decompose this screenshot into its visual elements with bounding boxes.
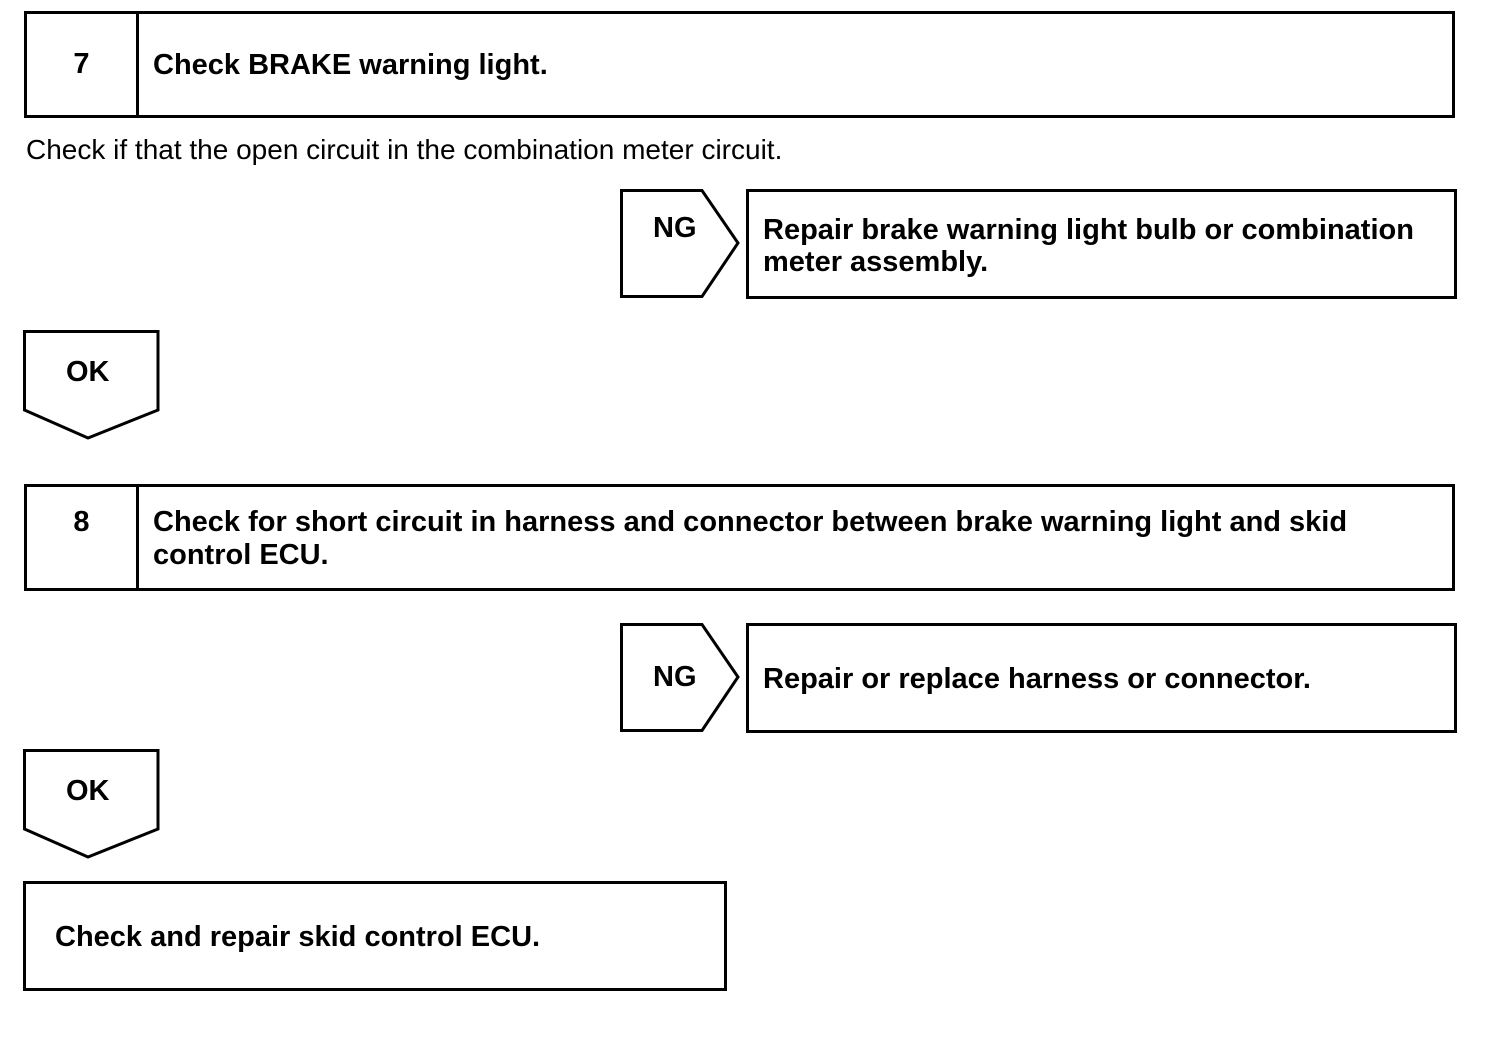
final-action-box [23, 881, 727, 991]
final-action: Check and repair skid control ECU. [55, 921, 541, 953]
step-7-title: Check BRAKE warning light. [153, 49, 548, 81]
ok-label-2: OK [66, 775, 110, 807]
ng-action-box-1 [746, 189, 1457, 299]
ok-label-1: OK [66, 356, 110, 388]
ng-action-1: Repair brake warning light bulb or combination meter assembly. [763, 214, 1414, 278]
step-8-number: 8 [27, 487, 139, 588]
step-7-number: 7 [27, 14, 139, 115]
step-8-box [24, 484, 1455, 591]
ng-action-box-2 [746, 623, 1457, 733]
step-7-box [24, 11, 1455, 118]
ng-label-2: NG [653, 661, 697, 693]
step-7-note: Check if that the open circuit in the combination meter circuit. [26, 134, 783, 165]
ng-action-2: Repair or replace harness or connector. [763, 663, 1311, 695]
ng-label-1: NG [653, 212, 697, 244]
step-8-title: Check for short circuit in harness and connector between brake warning light and skid control ECU. [153, 506, 1348, 571]
